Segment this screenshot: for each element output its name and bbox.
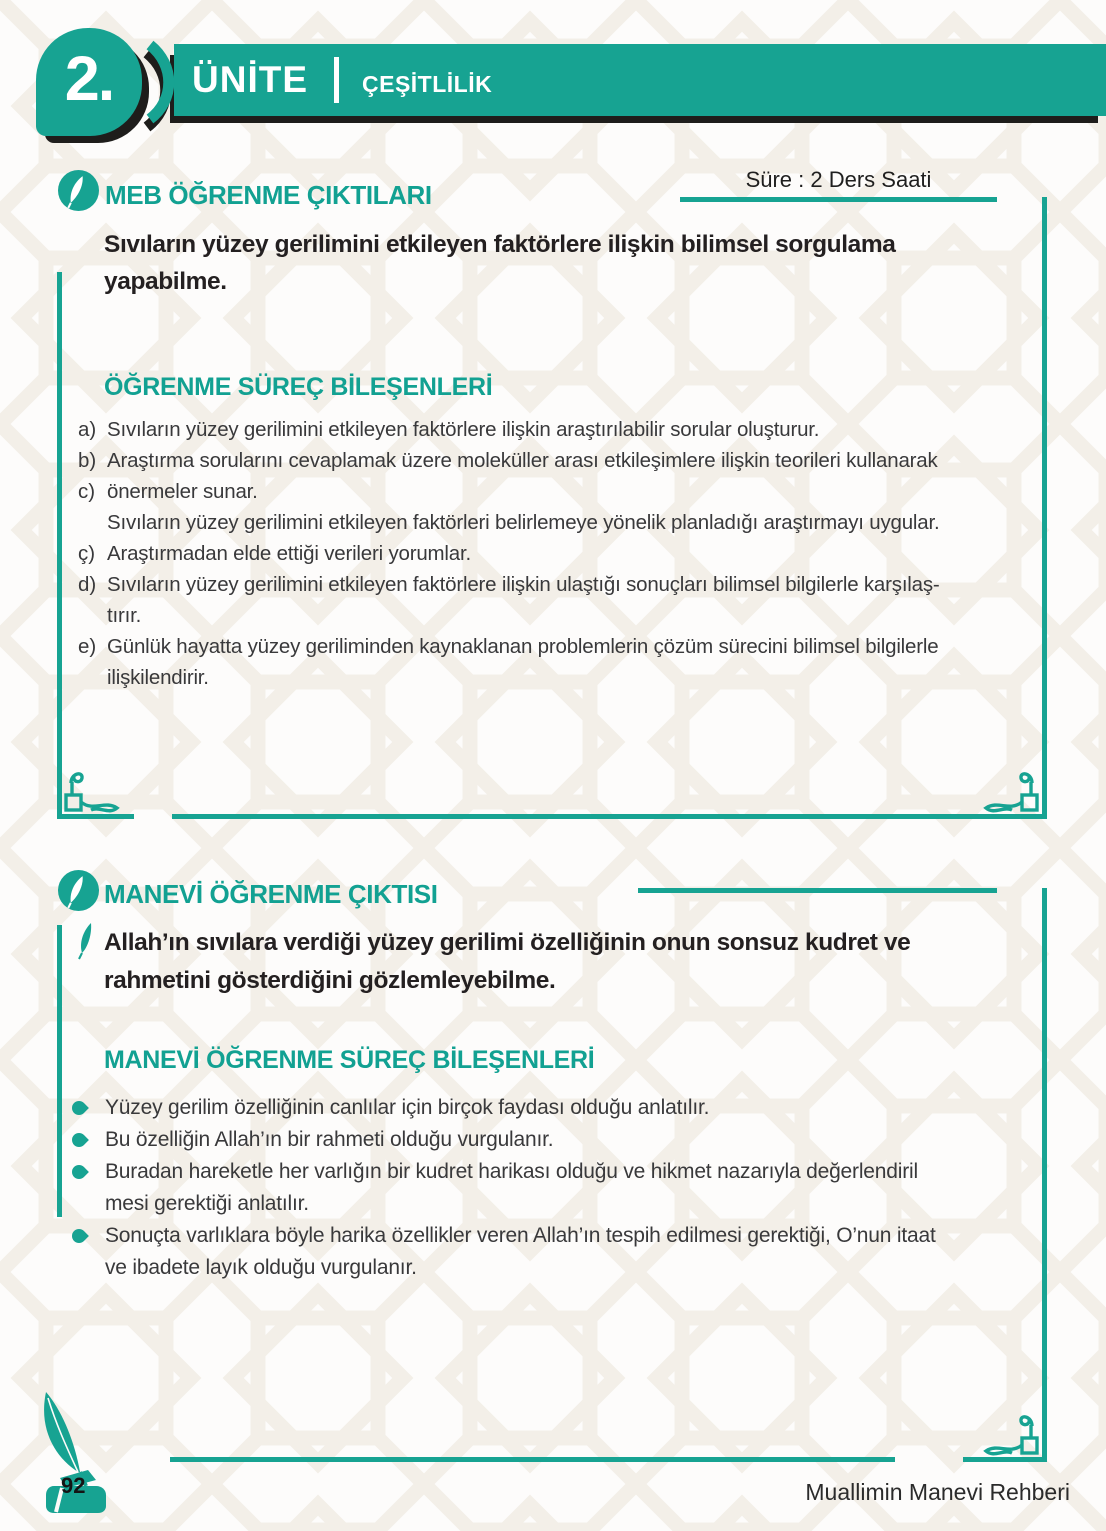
list-item [78, 569, 1058, 631]
item-label: b) [78, 449, 97, 472]
unit-number-badge [36, 28, 142, 136]
item-label: e) [78, 635, 97, 658]
list-item [78, 445, 1058, 476]
item-text: Sıvıların yüzey gerilimini etkileyen faktörlere ilişkin araştırılabilir sorular oluşturur. [107, 418, 820, 441]
section1-subheading: ÖĞRENME SÜREÇ BİLEŞENLERİ [104, 373, 493, 401]
section2-title: MANEVİ ÖĞRENME ÇIKTISI [104, 879, 438, 909]
item-text: tırır. [107, 604, 142, 627]
objective-line: rahmetini gösterdiğini gözlemleyebilme. [104, 967, 556, 994]
bullet-text: Bu özelliğin Allah’ın bir rahmeti olduğu vurgulanır. [105, 1128, 554, 1151]
unit-number: 2. [64, 44, 114, 114]
item-text: Araştırmadan elde ettiği verileri yorumlar. [107, 542, 471, 565]
drop-bullet-icon [69, 1098, 89, 1118]
item-text: Günlük hayatta yüzey geriliminden kaynaklanan problemlerin çözüm sürecini bilimsel bilgilerle [107, 635, 939, 658]
box2-bottom-border-right [963, 1457, 1047, 1462]
header-divider [334, 57, 339, 103]
corner-ornament-bottom-right [922, 1411, 1040, 1457]
page-number: 92 [61, 1473, 86, 1498]
spiritual-process-list [72, 1092, 1052, 1284]
bullet-item [72, 1156, 1052, 1220]
drop-bullet-icon [69, 1226, 89, 1246]
bullet-text: Buradan hareketle her varlığın bir kudret harikası olduğu ve hikmet nazarıyla değerlendiril [105, 1160, 918, 1183]
bullet-text: Yüzey gerilim özelliğinin canlılar için birçok faydası olduğu anlatılır. [105, 1096, 710, 1119]
box1-left-border [57, 272, 62, 819]
item-text: önermeler sunar. [107, 480, 258, 503]
bullet-text: ve ibadete layık olduğu vurgulanır. [105, 1256, 417, 1279]
small-feather-icon [76, 921, 96, 961]
item-text: Araştırma sorularını cevaplamak üzere moleküller arası etkileşimlere ilişkin teorileri kullanarak [107, 449, 938, 472]
bullet-item [72, 1124, 1052, 1156]
objective-line: Allah’ın sıvılara verdiği yüzey gerilimi özelliğinin onun sonsuz kudret ve [104, 929, 911, 956]
unit-label: ÜNİTE [192, 59, 308, 100]
list-item [78, 631, 1058, 693]
drop-bullet-icon [69, 1162, 89, 1182]
duration-text: Süre : 2 Ders Saati [745, 167, 932, 192]
bullet-text: mesi gerektiği anlatılır. [105, 1192, 309, 1215]
header-crescent-ornament [143, 40, 181, 124]
bullet-text: Sonuçta varlıklara böyle harika özellikler veren Allah’ın tespih edilmesi gerektiği, O’nun itaat [105, 1224, 936, 1247]
box2-left-border [57, 925, 62, 1217]
list-item [78, 507, 1058, 538]
list-item [78, 538, 1058, 569]
box1-bottom-border-main [172, 814, 1047, 819]
unit-subtitle: ÇEŞİTLİLİK [362, 71, 493, 97]
list-item [78, 414, 1058, 445]
box2-bottom-border-main [170, 1457, 895, 1462]
box1-bottom-border-left [57, 814, 134, 819]
box2-top-border [638, 888, 997, 893]
item-label: ç) [78, 542, 96, 565]
item-text: Sıvıların yüzey gerilimini etkileyen faktörleri belirlemeye yönelik planladığı araştırmayı uygular. [107, 511, 940, 534]
objective-line: Sıvıların yüzey gerilimini etkileyen faktörlere ilişkin bilimsel sorgulama [104, 231, 896, 258]
section2-subheading: MANEVİ ÖĞRENME SÜREÇ BİLEŞENLERİ [104, 1046, 595, 1074]
item-text: Sıvıların yüzey gerilimini etkileyen faktörlere ilişkin ulaştığı sonuçları bilimsel bilgilerle karşılaş- [107, 573, 940, 596]
item-text: ilişkilendirir. [107, 666, 209, 689]
item-label: a) [78, 418, 97, 441]
item-label: d) [78, 573, 97, 596]
objective-line: yapabilme. [104, 268, 227, 295]
section1-title: MEB ÖĞRENME ÇIKTILARI [105, 180, 432, 210]
bullet-item [72, 1092, 1052, 1124]
unit-header-bar [174, 44, 1106, 116]
book-title: Muallimin Manevi Rehberi [805, 1479, 1070, 1505]
feather-circle-icon [58, 870, 99, 911]
duration-underline [680, 197, 997, 202]
corner-ornament-bottom-right [922, 768, 1040, 814]
section1-objective [104, 226, 895, 300]
feather-circle-icon [58, 170, 99, 211]
drop-bullet-icon [69, 1130, 89, 1150]
item-label: c) [78, 480, 96, 503]
section2-objective [104, 924, 910, 1000]
item-label [78, 507, 107, 538]
corner-ornament-bottom-left [63, 768, 181, 814]
learning-process-list [78, 414, 1058, 693]
list-item [78, 476, 1058, 507]
bullet-item [72, 1220, 1052, 1284]
